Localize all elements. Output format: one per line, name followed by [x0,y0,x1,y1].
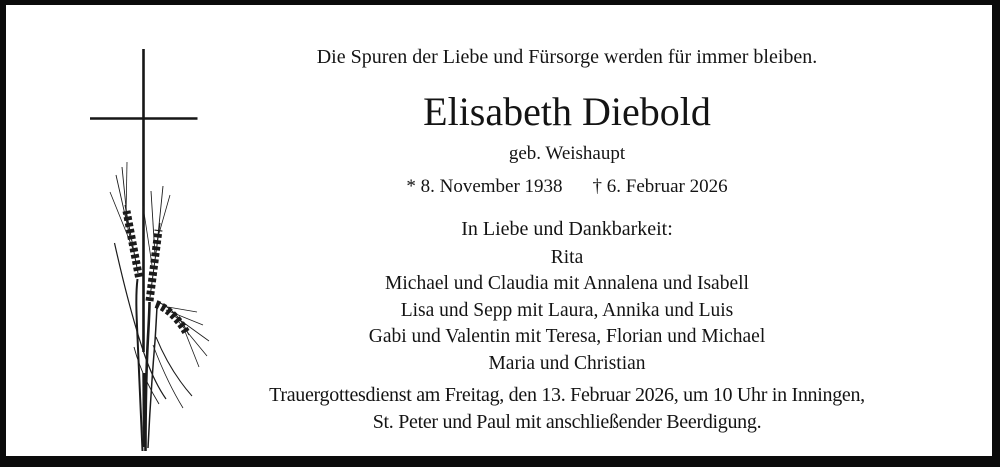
birth-date: * 8. November 1938 [406,176,563,197]
mourner-line: Michael und Claudia mit Annalena und Isabell [385,273,749,295]
mourner-line: Maria und Christian [488,352,646,374]
deceased-name: Elisabeth Diebold [423,89,711,134]
notice-text-column [136,5,998,456]
death-date: † 6. Februar 2026 [592,176,728,197]
service-info [136,382,998,436]
maiden-name: geb. Weishaupt [508,143,626,164]
mourning-intro: In Liebe und Dankbarkeit: [461,218,673,240]
mourners-list [136,245,998,377]
service-line-1: Trauergottesdienst am Freitag, den 13. Februar 2026, um 10 Uhr in Inningen, [269,384,865,406]
epigraph-text: Die Spuren der Liebe und Fürsorge werden für immer bleiben. [316,46,818,68]
mourner-line: Gabi und Valentin mit Teresa, Florian und Michael [368,326,766,348]
life-dates [136,176,998,198]
mourner-line: Rita [550,247,584,268]
death-notice [6,5,992,456]
service-line-2: St. Peter und Paul mit anschließender Beerdigung. [372,411,762,433]
mourner-line: Lisa und Sepp mit Laura, Annika und Luis [400,299,734,321]
